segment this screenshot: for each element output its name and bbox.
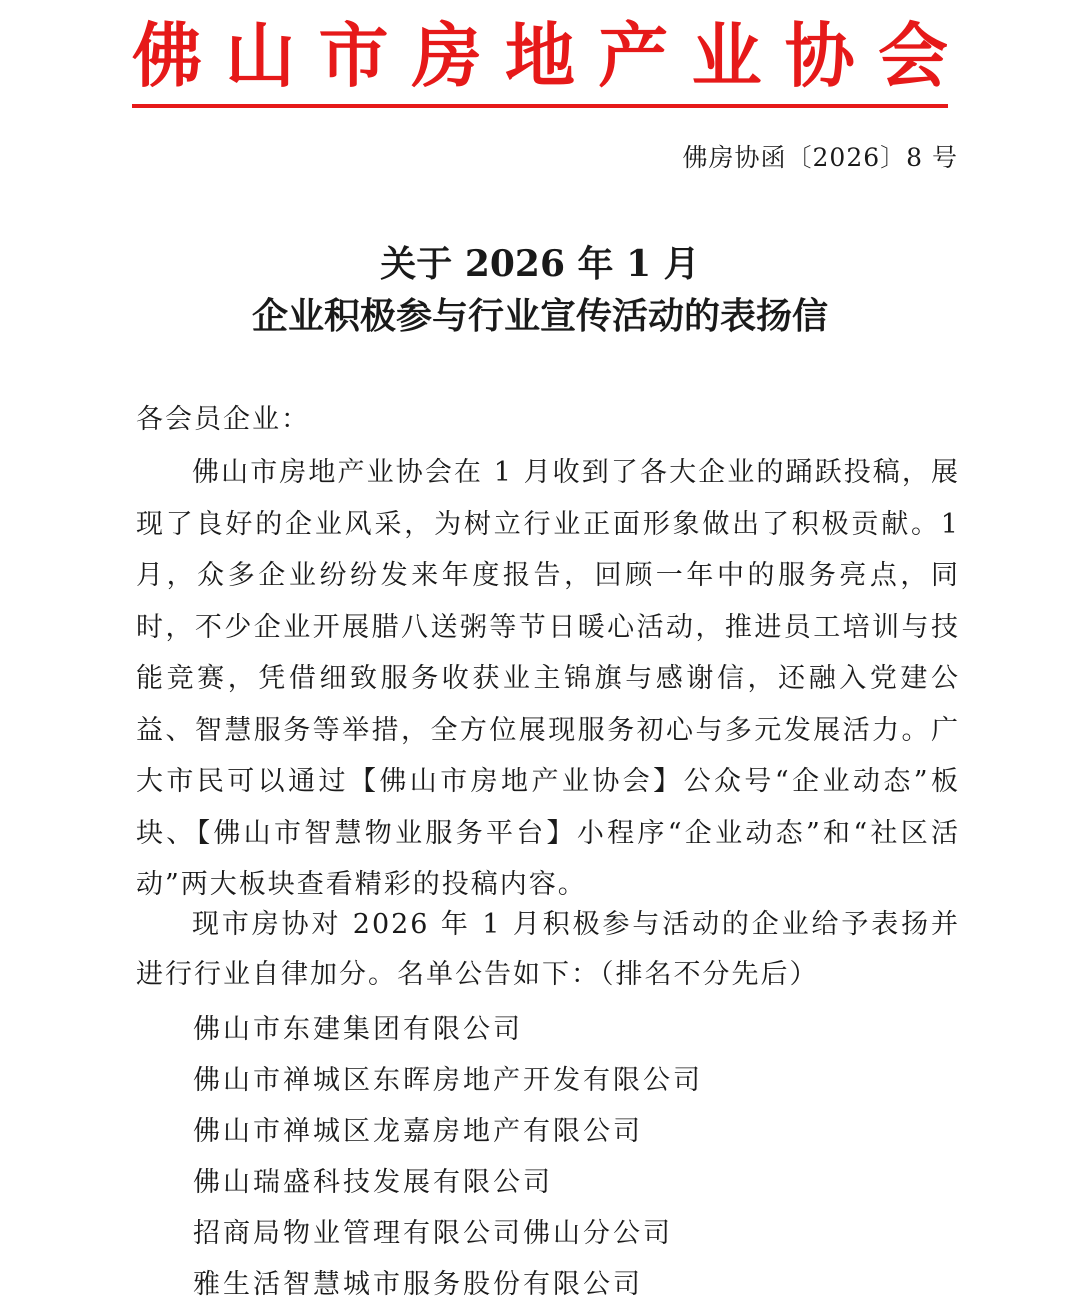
body-paragraph-1: 佛山市房地产业协会在 1 月收到了各大企业的踊跃投稿，展现了良好的企业风采，为树立行业正面形象做出了积极贡献。1 月，众多企业纷纷发来年度报告，回顾一年中的服务亮点，同时，不少企业开展腊八送粥等节日暖心活动，推进员工培训与技能竞赛，凭借细致服务收获业主锦旗与感谢信，还融入党建公益、智慧服务等举措，全方位展现服务初心与多元发展活力。广大市民可以通过【佛山市房地产业协会】公众号“企业动态”板块、【佛山市智慧物业服务平台】小程序“企业动态”和“社区活动”两大板块查看精彩的投稿内容。 <box>136 457 960 900</box>
company-list-item: 佛山瑞盛科技发展有限公司 <box>193 1167 553 1198</box>
masthead-title: 佛山市房地产业协会 <box>132 15 948 97</box>
title-line-1: 关于 2026 年 1 月 <box>380 243 700 285</box>
company-list-item: 雅生活智慧城市服务股份有限公司 <box>193 1269 643 1300</box>
document-number: 佛房协函〔2026〕8 号 <box>682 143 958 172</box>
salutation: 各会员企业： <box>136 404 310 435</box>
title-line-2: 企业积极参与行业宣传活动的表扬信 <box>251 295 828 337</box>
letter-title <box>0 238 1080 342</box>
body-paragraph-2: 现市房协对 2026 年 1 月积极参与活动的企业给予表扬并进行行业自律加分。名单公告如下：（排名不分先后） <box>136 909 960 990</box>
company-list-item: 佛山市东建集团有限公司 <box>193 1014 523 1045</box>
company-list-item: 佛山市禅城区龙嘉房地产有限公司 <box>193 1116 643 1147</box>
masthead-red-rule <box>132 104 948 108</box>
commended-company-list <box>193 1004 953 1310</box>
company-list-item: 招商局物业管理有限公司佛山分公司 <box>193 1218 673 1249</box>
company-list-item: 佛山市禅城区东晖房地产开发有限公司 <box>193 1065 703 1096</box>
